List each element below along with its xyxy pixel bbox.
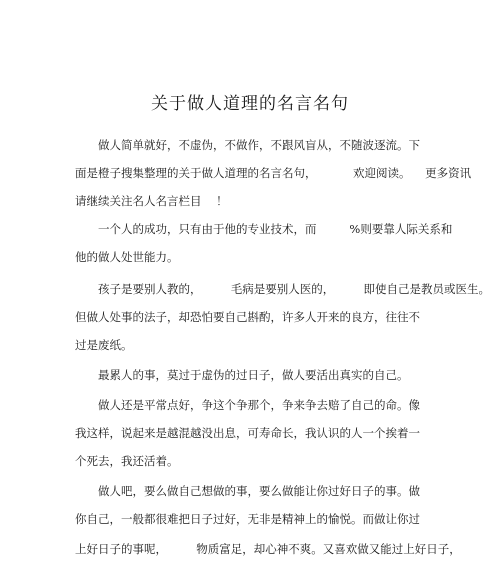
paragraph-line: 最累人的事，莫过于虚伪的过日子，做人要活出真实的自己。 <box>98 368 409 382</box>
paragraph-line: 上好日子的事呢， 物质富足，却心神不爽。又喜欢做又能过上好日子， <box>75 542 461 556</box>
paragraph-line: 做人吧，要么做自己想做的事，要么做能让你过好日子的事。做 <box>98 484 420 498</box>
paragraph-line: 面是橙子搜集整理的关于做人道理的名言名句， 欢迎阅读。 更多资讯 <box>75 166 472 180</box>
paragraph-line: 孩子是要别人教的， 毛病是要别人医的， 即使自己是教员或医生。 <box>98 282 490 296</box>
paragraph-line: 他的做人处世能力。 <box>75 250 179 264</box>
paragraph-line: 一个人的成功，只有由于他的专业技术，而 %则要靠人际关系和 <box>98 222 453 236</box>
paragraph-line: 个死去，我还活着。 <box>75 454 179 468</box>
paragraph-line: 做人简单就好，不虚伪，不做作，不跟风盲从，不随波逐流。下 <box>98 138 420 152</box>
paragraph-line: 请继续关注名人名言栏目 ！ <box>75 194 228 208</box>
paragraph-line: 我这样，说起来是越混越没出息，可寿命长，我认识的人一个挨着一 <box>75 426 420 440</box>
paragraph-line: 你自己，一般都很难把日子过好，无非是精神上的愉悦。而做让你过 <box>75 512 420 526</box>
paragraph-line: 过是废纸。 <box>75 338 133 352</box>
paragraph-line: 做人还是平常点好，争这个争那个，争来争去赔了自己的命。像 <box>98 398 420 412</box>
paragraph-line: 但做人处事的法子，却恐怕要自己斟酌，许多人开来的良方，往往不 <box>75 310 420 324</box>
document-title: 关于做人道理的名言名句 <box>151 94 349 114</box>
